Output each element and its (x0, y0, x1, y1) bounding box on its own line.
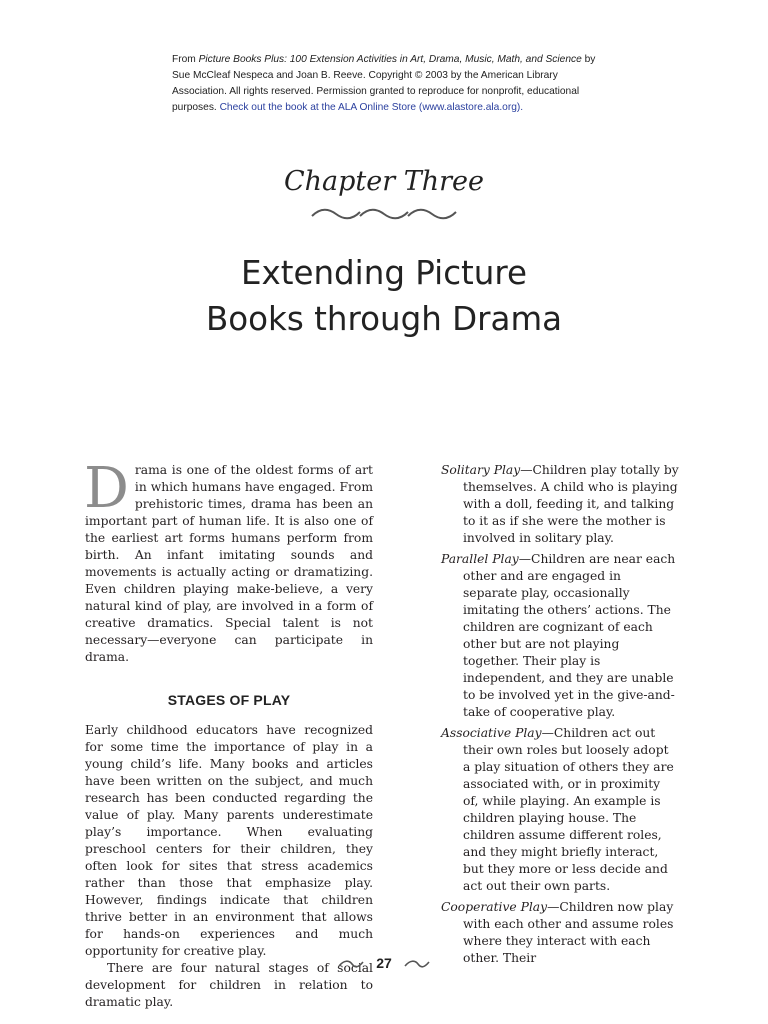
stage-term: Solitary Play (441, 463, 521, 477)
intro-text: rama is one of the oldest forms of art in which humans have engaged. From prehistoric times, drama has been an important part of human life. It is also one of the earliest art forms humans perform from birth. An infant imitating sounds and movements is actually acting or dramatizing. Even children playing make-believe, a very natural kind of play, are involved in a form of creative dramatics. Special talent is not necessary—everyone can participate in drama. (85, 463, 373, 664)
chapter-title (0, 250, 768, 342)
intro-paragraph (84, 456, 373, 666)
stage-entry (441, 551, 679, 721)
notice-from: From (172, 54, 199, 65)
body-paragraph-2: There are four natural stages of social development for children in relation to dramatic play. (85, 961, 373, 1009)
page-number: 27 (376, 955, 392, 971)
drop-cap: D (84, 456, 129, 521)
chapter-title-line1: Extending Picture (240, 254, 528, 292)
chapter-label: Chapter Three (283, 166, 484, 197)
section-heading: STAGES OF PLAY (167, 692, 291, 708)
ala-store-link[interactable]: Check out the book at the ALA Online Store (www.alastore.ala.org). (219, 102, 524, 113)
stage-text: —Children play totally by themselves. A child who is playing with a doll, feeding it, and talking to it as if she were the mother is involved in solitary play. (463, 463, 679, 545)
left-column (84, 456, 373, 1011)
stage-text: —Children act out their own roles but loosely adopt a play situation of others they are associated with, or in proximity of, while playing. An example is children playing house. The children assume different roles, and they might briefly interact, but they more or less decide and act out their own parts. (463, 726, 674, 893)
right-column (441, 462, 679, 971)
stage-term: Associative Play (441, 726, 542, 740)
stage-text: —Children are near each other and are engaged in separate play, occasionally imitating the others’ actions. The children are cognizant of each other but are not playing together. Their play is independent, and they are unable to be involved yet in the give-and-take of cooperative play. (463, 552, 676, 719)
chapter-title-line2: Books through Drama (205, 300, 563, 338)
body-paragraph-1: Early childhood educators have recognized for some time the importance of play in a young child’s life. Many books and articles have been written on the subject, and much research has been conducted regarding the value of play. Many parents underestimate play’s importance. When evaluating preschool centers for their children, they often look for sites that stress academics rather than those that emphasize play. However, findings indicate that children thrive better in an environment that allows for hands-on experiences and much opportunity for creative play. (85, 723, 373, 958)
stage-text: —Children now play with each other and assume roles where they interact with each other. Their (463, 900, 674, 965)
stage-term: Parallel Play (441, 552, 519, 566)
page-footer (0, 955, 768, 971)
notice-book-title: Picture Books Plus: 100 Extension Activities in Art, Drama, Music, Math, and Science (198, 54, 582, 65)
copyright-notice (172, 52, 602, 116)
stage-entry (441, 462, 679, 547)
stage-term: Cooperative Play (441, 900, 548, 914)
footer-wave-right-icon (404, 958, 430, 970)
notice-rights: by Sue McCleaf Nespeca and Joan B. Reeve. Copyright © 2003 by the American Library Association. All rights reserved. Permission granted to reproduce for nonprofit, educational purposes. (172, 54, 596, 113)
wave-ornament (310, 203, 458, 225)
footer-wave-left-icon (338, 958, 364, 970)
stage-entry (441, 725, 679, 895)
